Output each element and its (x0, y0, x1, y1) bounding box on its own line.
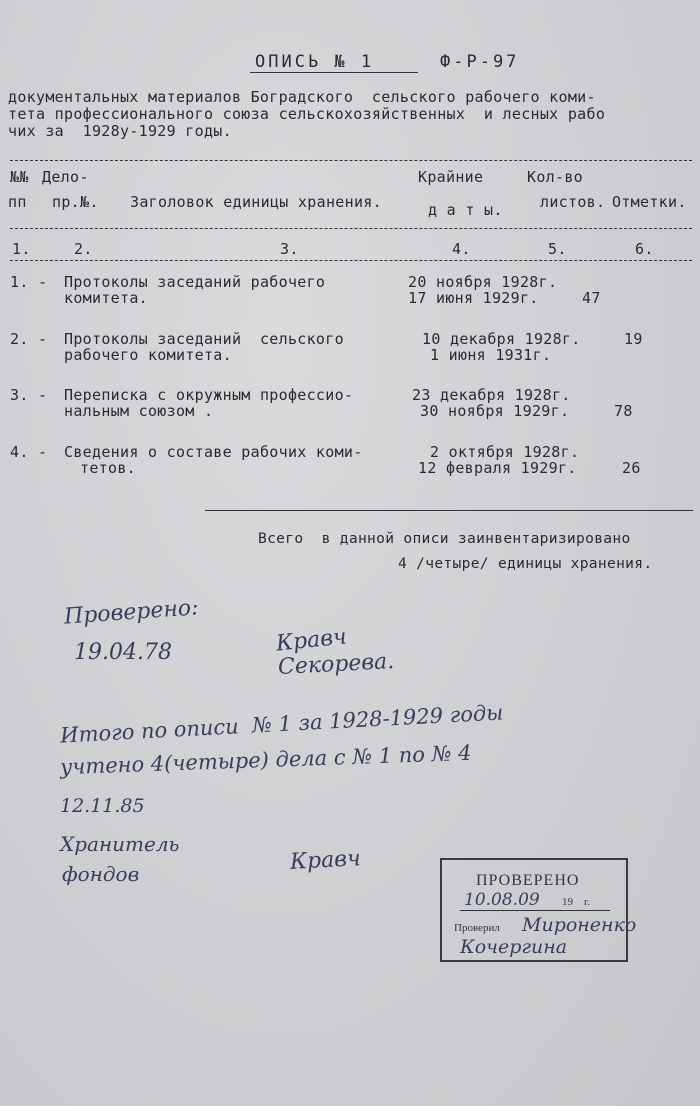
description-line: тета профессионального союза сельскохозяйственных и лесных рабо (8, 105, 606, 123)
title-underline (250, 72, 418, 73)
table-mid-rule (10, 228, 692, 229)
col-head-case: Дело- (42, 168, 89, 186)
row-sheets: 78 (614, 402, 633, 420)
row-title: Протоколы заседаний рабочего (64, 273, 326, 291)
summary-rule (205, 510, 693, 511)
col-number: 2. (74, 240, 93, 258)
handwritten-date: 12.11.85 (60, 795, 145, 817)
signature-1-name: Секорева. (277, 648, 395, 681)
stamp-name-1: Мироненко (522, 914, 637, 936)
col-head-dates-2: д а т ы. (428, 201, 503, 219)
stamp-date: 10.08.09 (464, 890, 540, 910)
handwritten-keeper: Хранитель (60, 832, 180, 856)
row-date-end: 30 ноября 1929г. (420, 402, 570, 420)
verification-stamp (440, 858, 637, 962)
col-number: 4. (452, 240, 471, 258)
row-date-start: 20 ноября 1928г. (408, 273, 558, 291)
col-head-num: №№ (10, 168, 29, 186)
handwritten-checked: Проверено: (63, 595, 200, 630)
summary-count: 4 /четыре/ единицы хранения. (398, 555, 653, 572)
row-title: Переписка с окружным профессио- (64, 386, 354, 404)
fund-number: Ф-Р-97 (440, 52, 520, 72)
row-title: Протоколы заседаний сельского (64, 330, 344, 348)
summary-line: Всего в данной описи заинвентаризировано (258, 530, 631, 547)
stamp-year: 19 г. (562, 896, 591, 908)
row-title-cont: нальным союзом . (64, 402, 214, 420)
handwritten-keeper-2: фондов (62, 862, 140, 886)
handwritten-total: Итого по описи № 1 за 1928-1929 годы (59, 700, 504, 748)
row-sheets: 26 (622, 459, 641, 477)
col-number: 1. (12, 240, 31, 258)
row-sheets: 47 (582, 289, 601, 307)
description-line: документальных материалов Боградского сельского рабочего коми- (8, 88, 596, 106)
row-title-cont: комитета. (64, 289, 148, 307)
signature-2: Кравч (289, 846, 362, 875)
table-bottom-rule (10, 260, 692, 261)
row-date-start: 23 декабря 1928г. (412, 386, 571, 404)
col-number: 6. (635, 240, 654, 258)
row-number: 2. - (10, 330, 48, 348)
row-sheets: 19 (624, 330, 643, 348)
row-title-cont: тетов. (80, 459, 136, 477)
signature-1: Кравч (274, 624, 348, 657)
handwritten-total-2: учтено 4(четыре) дела с № 1 по № 4 (59, 740, 472, 780)
stamp-date-line (460, 910, 610, 911)
row-number: 1. - (10, 273, 48, 291)
row-date-start: 2 октября 1928г. (430, 443, 580, 461)
handwritten-checked-date: 19.04.78 (74, 640, 172, 665)
table-top-rule (10, 160, 692, 161)
stamp-name-2: Кочергина (460, 936, 568, 958)
col-head-num-2: пп (8, 193, 27, 211)
col-head-title: Заголовок единицы хранения. (130, 193, 382, 211)
row-title-cont: рабочего комитета. (64, 346, 232, 364)
description-line: чих за 1928у-1929 годы. (8, 122, 232, 140)
col-number: 5. (548, 240, 567, 258)
col-head-count-2: листов. (540, 193, 606, 211)
row-title: Сведения о составе рабочих коми- (64, 443, 363, 461)
col-number: 3. (280, 240, 299, 258)
col-head-count: Кол-во (527, 168, 583, 186)
row-date-end: 12 февраля 1929г. (418, 459, 577, 477)
col-head-dates: Крайние (418, 168, 484, 186)
row-date-start: 10 декабря 1928г. (422, 330, 581, 348)
row-date-end: 17 июня 1929г. (408, 289, 539, 307)
inventory-title: ОПИСЬ № 1 (255, 52, 375, 72)
row-number: 4. - (10, 443, 48, 461)
row-date-end: 1 июня 1931г. (430, 346, 552, 364)
col-head-case-2: пр.№. (52, 193, 99, 211)
stamp-title: ПРОВЕРЕНО (476, 872, 580, 889)
col-head-notes: Отметки. (612, 193, 687, 211)
row-number: 3. - (10, 386, 48, 404)
stamp-checked-by: Проверил (454, 922, 500, 934)
